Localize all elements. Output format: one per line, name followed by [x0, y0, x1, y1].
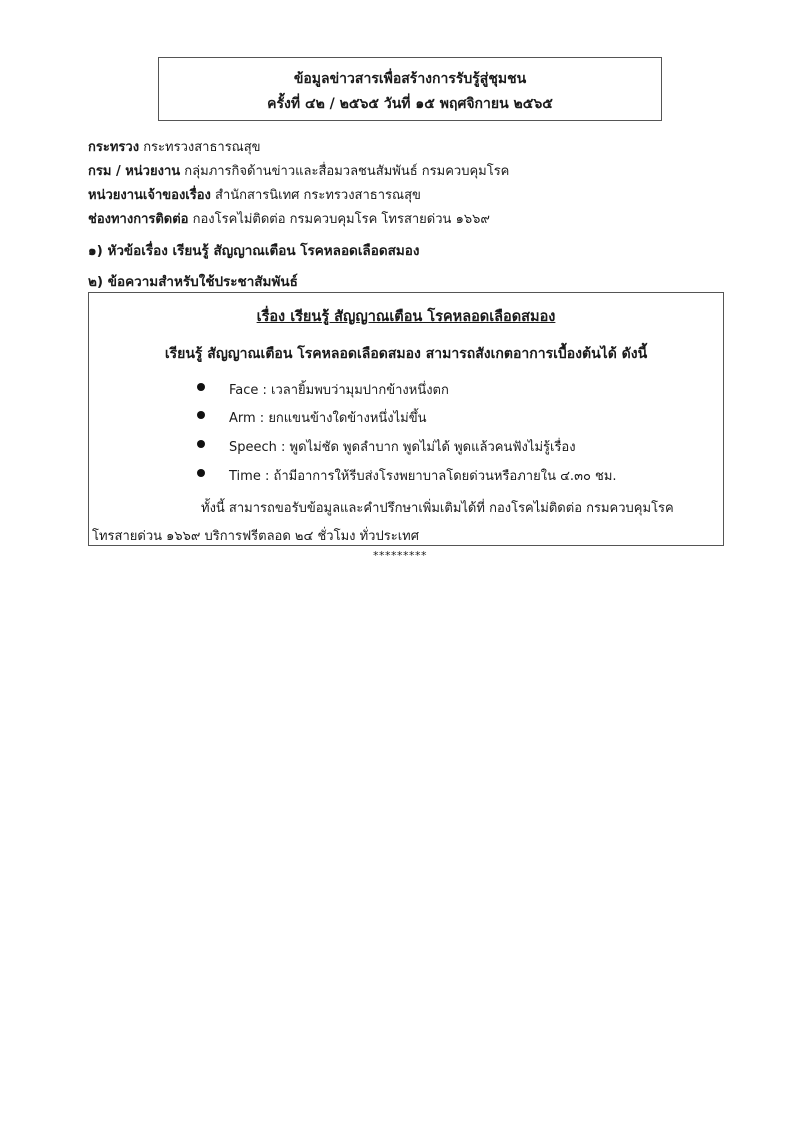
section-message: ๒) ข้อความสำหรับใช้ประชาสัมพันธ์	[88, 274, 298, 290]
message-box	[88, 292, 724, 546]
meta-ministry-value: กระทรวงสาธารณสุข	[143, 140, 261, 155]
meta-owner-label: หน่วยงานเจ้าของเรื่อง	[88, 188, 211, 203]
meta-contact	[88, 208, 490, 229]
list-item-text: Time : ถ้ามีอาการให้รีบส่งโรงพยาบาลโดยด่วนหรือภายใน ๔.๓๐ ชม.	[229, 469, 617, 484]
meta-contact-value: กองโรคไม่ติดต่อ กรมควบคุมโรค โทรสายด่วน ๑๖๖๙	[192, 212, 490, 227]
meta-ministry-label: กระทรวง	[88, 140, 140, 155]
meta-owner	[88, 184, 421, 205]
section-topic: ๑) หัวข้อเรื่อง เรียนรู้ สัญญาณเตือน โรคหลอดเลือดสมอง	[88, 243, 420, 259]
list-item-text: Face : เวลายิ้มพบว่ามุมปากข้างหนึ่งตก	[229, 383, 449, 398]
bullet-icon	[197, 440, 205, 448]
closing-text-line1: ทั้งนี้ สามารถขอรับข้อมูลและคำปรึกษาเพิ่มเติมได้ที่ กองโรคไม่ติดต่อ กรมควบคุมโรค	[201, 501, 674, 516]
end-marker: *********	[373, 549, 427, 562]
box-title: เรื่อง เรียนรู้ สัญญาณเตือน โรคหลอดเลือดสมอง	[256, 309, 556, 325]
header-box	[158, 57, 662, 121]
meta-ministry	[88, 136, 261, 157]
bullet-icon	[197, 411, 205, 419]
meta-department-value: กลุ่มภารกิจด้านข่าวและสื่อมวลชนสัมพันธ์ กรมควบคุมโรค	[184, 164, 510, 179]
bullet-icon	[197, 469, 205, 477]
closing-text-line2: โทรสายด่วน ๑๖๖๙ บริการฟรีตลอด ๒๔ ชั่วโมง ทั่วประเทศ	[92, 529, 419, 544]
meta-contact-label: ช่องทางการติดต่อ	[88, 212, 189, 227]
meta-owner-value: สำนักสารนิเทศ กระทรวงสาธารณสุข	[215, 188, 421, 203]
list-item-text: Arm : ยกแขนข้างใดข้างหนึ่งไม่ขึ้น	[229, 411, 427, 426]
box-subtitle: เรียนรู้ สัญญาณเตือน โรคหลอดเลือดสมอง สามารถสังเกตอาการเบื้องต้นได้ ดังนี้	[164, 346, 648, 362]
meta-department-label: กรม / หน่วยงาน	[88, 164, 181, 179]
header-issue-date: ครั้งที่ ๔๒ / ๒๕๖๕ วันที่ ๑๕ พฤศจิกายน ๒๕๖๕	[267, 96, 553, 112]
header-title: ข้อมูลข่าวสารเพื่อสร้างการรับรู้สู่ชุมชน	[293, 71, 527, 87]
bullet-icon	[197, 383, 205, 391]
meta-department	[88, 160, 509, 181]
list-item-text: Speech : พูดไม่ชัด พูดลำบาก พูดไม่ได้ พูดแล้วคนฟังไม่รู้เรื่อง	[229, 440, 576, 455]
